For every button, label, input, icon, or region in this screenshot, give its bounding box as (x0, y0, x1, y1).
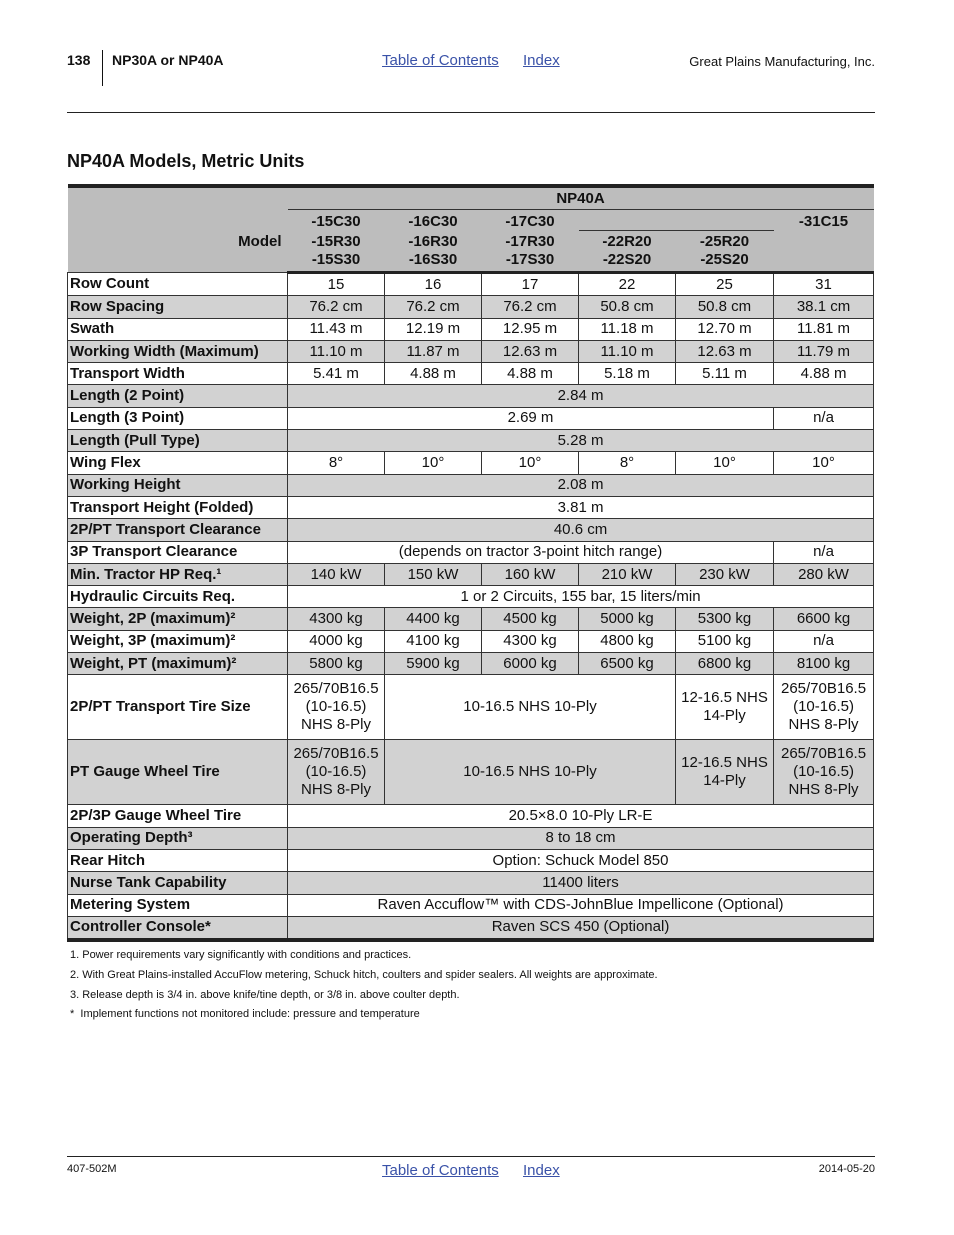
row-label: PT Gauge Wheel Tire (68, 740, 288, 805)
model-25-blank (676, 210, 774, 231)
table-cell: 6800 kg (676, 653, 774, 675)
table-cell: Raven Accuflow™ with CDS-JohnBlue Impellicone (Optional) (288, 894, 874, 916)
table-cell: 40.6 cm (288, 519, 874, 541)
model-17-line-3: -17S30 (482, 251, 579, 273)
footer-toc-link[interactable]: Table of Contents (382, 1162, 499, 1179)
row-label: Swath (68, 318, 288, 340)
table-cell: 11.18 m (579, 318, 676, 340)
table-cell: 12.19 m (385, 318, 482, 340)
row-label: 2P/PT Transport Clearance (68, 519, 288, 541)
model-row-1 (68, 210, 874, 231)
table-cell: 11400 liters (288, 872, 874, 894)
cell-line: 265/70B16.5 (293, 680, 379, 698)
table-cell: (depends on tractor 3-point hitch range) (288, 541, 774, 563)
cell-line: (10-16.5) (793, 698, 854, 716)
footnote-4: * Implement functions not monitored include: pressure and temperature (70, 1008, 420, 1020)
row-label: Operating Depth³ (68, 827, 288, 849)
table-row (68, 340, 874, 362)
table-row (68, 916, 874, 940)
table-cell: 8 to 18 cm (288, 827, 874, 849)
footer-date: 2014-05-20 (818, 1163, 875, 1175)
model-17-line-2: -17R30 (482, 231, 579, 252)
header-company: Great Plains Manufacturing, Inc. (689, 54, 875, 69)
cell-line: 12-16.5 NHS (681, 754, 768, 772)
header-blank (68, 251, 288, 273)
table-row (68, 452, 874, 474)
model-label: Model (68, 231, 288, 252)
table-cell: 5.28 m (288, 430, 874, 452)
table-cell: 12.95 m (482, 318, 579, 340)
table-row (68, 849, 874, 871)
table-cell (676, 740, 774, 805)
row-label: Hydraulic Circuits Req. (68, 586, 288, 608)
model-16-line-1: -16C30 (385, 210, 482, 231)
model-22-line-2: -22S20 (579, 251, 676, 273)
model-row-2 (68, 231, 874, 252)
table-cell: 11.87 m (385, 340, 482, 362)
table-cell: 11.79 m (774, 340, 874, 362)
cell-line: NHS 8-Ply (788, 716, 859, 734)
table-cell: 38.1 cm (774, 296, 874, 318)
table-cell: 25 (676, 273, 774, 296)
table-cell: 15 (288, 273, 385, 296)
table-cell (288, 675, 385, 740)
row-label: Working Height (68, 474, 288, 496)
row-label: Transport Height (Folded) (68, 496, 288, 518)
table-cell: 12.70 m (676, 318, 774, 340)
cell-line: (10-16.5) (305, 698, 367, 716)
header-blank (68, 210, 288, 231)
table-cell: 5000 kg (579, 608, 676, 630)
table-header-row (68, 186, 874, 210)
footnote-2: 2. With Great Plains-installed AccuFlow metering, Schuck hitch, coulters and spider sealers. All weights are approximate. (70, 969, 658, 981)
row-label: Row Spacing (68, 296, 288, 318)
header-divider (102, 50, 103, 86)
table-row (68, 519, 874, 541)
table-cell: 5.18 m (579, 363, 676, 385)
table-cell: n/a (774, 630, 874, 652)
table-cell: 2.84 m (288, 385, 874, 407)
table-row (68, 385, 874, 407)
table-cell: 6000 kg (482, 653, 579, 675)
table-row (68, 430, 874, 452)
table-cell: 4300 kg (482, 630, 579, 652)
table-cell: 17 (482, 273, 579, 296)
row-label: Nurse Tank Capability (68, 872, 288, 894)
table-cell: n/a (774, 541, 874, 563)
table-cell: 210 kW (579, 563, 676, 585)
page-number: 138 (67, 52, 91, 68)
model-25-line-1: -25R20 (676, 231, 774, 252)
model-22-blank (579, 210, 676, 231)
model-16-line-3: -16S30 (385, 251, 482, 273)
table-row (68, 496, 874, 518)
section-title: NP40A Models, Metric Units (67, 151, 305, 171)
table-cell: 31 (774, 273, 874, 296)
model-31-blank (774, 251, 874, 273)
group-header: NP40A (288, 186, 874, 210)
table-cell: 11.43 m (288, 318, 385, 340)
table-cell: 140 kW (288, 563, 385, 585)
table-cell: 4100 kg (385, 630, 482, 652)
table-cell: 76.2 cm (288, 296, 385, 318)
table-cell: 12.63 m (676, 340, 774, 362)
table-cell: 20.5×8.0 10-Ply LR-E (288, 805, 874, 827)
table-cell: 10° (482, 452, 579, 474)
table-row (68, 474, 874, 496)
cell-line: 265/70B16.5 (293, 745, 379, 763)
table-cell: 4800 kg (579, 630, 676, 652)
footer-doc-number: 407-502M (67, 1163, 117, 1175)
cell-line: NHS 8-Ply (788, 781, 859, 799)
row-label: Weight, PT (maximum)² (68, 653, 288, 675)
table-cell (676, 675, 774, 740)
model-25-line-2: -25S20 (676, 251, 774, 273)
table-row (68, 872, 874, 894)
table-row (68, 318, 874, 340)
table-cell: 4500 kg (482, 608, 579, 630)
row-label: Working Width (Maximum) (68, 340, 288, 362)
table-cell: 2.69 m (288, 407, 774, 429)
header-model: NP30A or NP40A (112, 52, 224, 68)
row-label: Weight, 3P (maximum)² (68, 630, 288, 652)
header-toc-link[interactable]: Table of Contents (382, 52, 499, 69)
header-rule (67, 112, 875, 113)
row-label: Length (3 Point) (68, 407, 288, 429)
table-row (68, 740, 874, 805)
cell-line: (10-16.5) (305, 763, 367, 781)
table-cell: 50.8 cm (579, 296, 676, 318)
table-cell: 8° (288, 452, 385, 474)
table-row (68, 586, 874, 608)
model-16-line-2: -16R30 (385, 231, 482, 252)
table-cell: 5900 kg (385, 653, 482, 675)
row-label: Metering System (68, 894, 288, 916)
cell-line: 12-16.5 NHS (681, 689, 768, 707)
row-label: Length (Pull Type) (68, 430, 288, 452)
model-15-line-1: -15C30 (288, 210, 385, 231)
table-cell: 11.10 m (288, 340, 385, 362)
table-cell: 1 or 2 Circuits, 155 bar, 15 liters/min (288, 586, 874, 608)
table-cell: 6600 kg (774, 608, 874, 630)
header-blank (68, 186, 288, 210)
row-label: Wing Flex (68, 452, 288, 474)
table-row (68, 407, 874, 429)
table-cell: 4400 kg (385, 608, 482, 630)
cell-line: 265/70B16.5 (780, 745, 867, 763)
table-cell: 11.81 m (774, 318, 874, 340)
table-cell: 3.81 m (288, 496, 874, 518)
cell-line: NHS 8-Ply (300, 781, 371, 799)
table-cell (774, 740, 874, 805)
table-cell: 10° (774, 452, 874, 474)
header-index-link[interactable]: Index (523, 52, 560, 69)
table-cell: 5300 kg (676, 608, 774, 630)
model-22-line-1: -22R20 (579, 231, 676, 252)
footer-index-link[interactable]: Index (523, 1162, 560, 1179)
table-row (68, 675, 874, 740)
table-cell: 280 kW (774, 563, 874, 585)
table-cell: 76.2 cm (482, 296, 579, 318)
table-cell: Option: Schuck Model 850 (288, 849, 874, 871)
cell-line: 265/70B16.5 (780, 680, 867, 698)
row-label: Rear Hitch (68, 849, 288, 871)
model-31: -31C15 (774, 210, 874, 231)
table-cell: 160 kW (482, 563, 579, 585)
row-label: Weight, 2P (maximum)² (68, 608, 288, 630)
table-cell: 10° (385, 452, 482, 474)
row-label: Controller Console* (68, 916, 288, 940)
footnote-3: 3. Release depth is 3/4 in. above knife/tine depth, or 3/8 in. above coulter depth. (70, 989, 460, 1001)
table-cell: 150 kW (385, 563, 482, 585)
table-cell (288, 740, 385, 805)
row-label: 2P/PT Transport Tire Size (68, 675, 288, 740)
table-cell: 22 (579, 273, 676, 296)
table-cell: 230 kW (676, 563, 774, 585)
table-row (68, 563, 874, 585)
row-label: Row Count (68, 273, 288, 296)
table-cell: 4.88 m (385, 363, 482, 385)
table-cell: 2.08 m (288, 474, 874, 496)
footnote-1: 1. Power requirements vary significantly with conditions and practices. (70, 949, 412, 961)
table-cell: 4300 kg (288, 608, 385, 630)
table-row (68, 608, 874, 630)
row-label: Length (2 Point) (68, 385, 288, 407)
row-label: Min. Tractor HP Req.¹ (68, 563, 288, 585)
model-31-blank (774, 231, 874, 252)
table-cell: 50.8 cm (676, 296, 774, 318)
table-cell: 16 (385, 273, 482, 296)
table-cell: 11.10 m (579, 340, 676, 362)
table-cell: 76.2 cm (385, 296, 482, 318)
table-cell: 5.11 m (676, 363, 774, 385)
table-row (68, 273, 874, 296)
row-label: 3P Transport Clearance (68, 541, 288, 563)
table-cell: 6500 kg (579, 653, 676, 675)
table-cell: 4.88 m (774, 363, 874, 385)
table-row (68, 296, 874, 318)
table-cell: 4.88 m (482, 363, 579, 385)
cell-line: NHS 8-Ply (300, 716, 371, 734)
table-cell: 8° (579, 452, 676, 474)
table-cell: 10-16.5 NHS 10-Ply (385, 740, 676, 805)
table-row (68, 541, 874, 563)
table-cell: 4000 kg (288, 630, 385, 652)
cell-line: 14-Ply (703, 707, 746, 725)
footer-rule (67, 1156, 875, 1157)
table-row (68, 363, 874, 385)
row-label: 2P/3P Gauge Wheel Tire (68, 805, 288, 827)
table-cell: 10° (676, 452, 774, 474)
table-cell: 5800 kg (288, 653, 385, 675)
table-cell: 5.41 m (288, 363, 385, 385)
table-cell: Raven SCS 450 (Optional) (288, 916, 874, 940)
cell-line: 14-Ply (703, 772, 746, 790)
model-15-line-3: -15S30 (288, 251, 385, 273)
model-row-3 (68, 251, 874, 273)
row-label: Transport Width (68, 363, 288, 385)
table-row (68, 630, 874, 652)
table-cell: 5100 kg (676, 630, 774, 652)
model-15-line-2: -15R30 (288, 231, 385, 252)
table-row (68, 653, 874, 675)
table-row (68, 894, 874, 916)
table-cell: n/a (774, 407, 874, 429)
cell-line: (10-16.5) (793, 763, 854, 781)
table-cell: 8100 kg (774, 653, 874, 675)
table-cell: 10-16.5 NHS 10-Ply (385, 675, 676, 740)
model-17-line-1: -17C30 (482, 210, 579, 231)
table-cell (774, 675, 874, 740)
table-row (68, 805, 874, 827)
table-cell: 12.63 m (482, 340, 579, 362)
spec-table (67, 184, 874, 942)
table-row (68, 827, 874, 849)
